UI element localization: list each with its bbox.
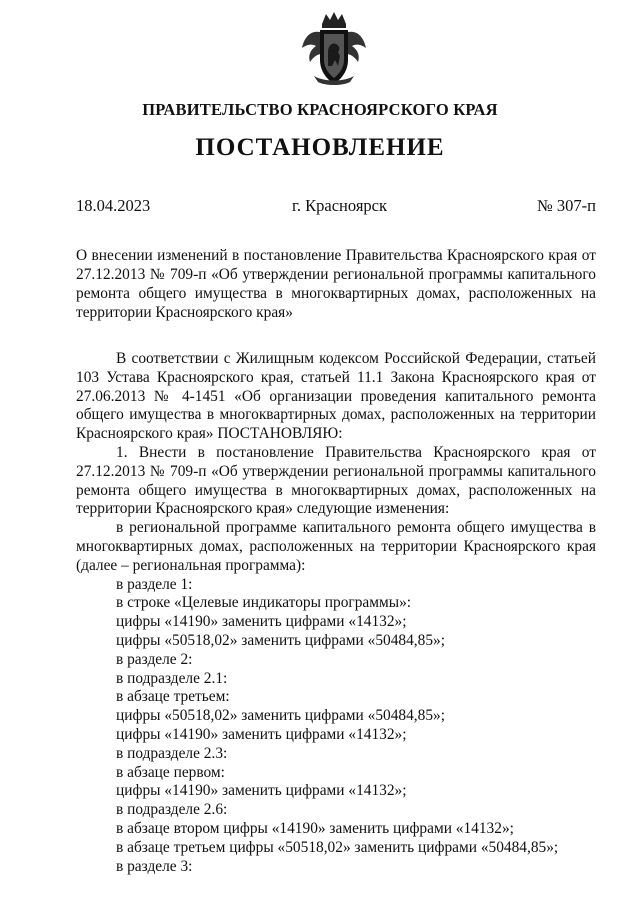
document-meta	[76, 196, 596, 218]
body-line: в подразделе 2.1:	[116, 669, 228, 687]
item-1-sub-paragraph: в региональной программе капитального ремонта общего имущества в многоквартирных домах, расположенных на территории Красноярского края (далее – региональная программа):	[76, 519, 596, 574]
body-line: в разделе 2:	[116, 650, 193, 668]
body-line: цифры «14190» заменить цифрами «14132»;	[116, 725, 407, 743]
body-line: в абзаце третьем цифры «50518,02» заменить цифрами «50484,85»;	[116, 838, 559, 856]
body-line: в абзаце первом:	[116, 763, 225, 781]
document-type: ПОСТАНОВЛЕНИЕ	[195, 134, 445, 161]
document-city: г. Красноярск	[292, 196, 388, 215]
item-1-paragraph: 1. Внести в постановление Правительства Красноярского края от 27.12.2013 № 709-п «Об утверждении региональной программы капитального ремонта общего имущества в многоквартирных домах, расположенных на территории Красноярского края» следующие изменения:	[76, 443, 596, 518]
preamble-paragraph: В соответствии с Жилищным кодексом Российской Федерации, статьей 103 Устава Красноярского края, статьей 11.1 Закона Красноярского края от 27.06.2013 № 4-1451 «Об организации проведения капитального ремонта общего имущества в многоквартирных домах, расположенных на территории Красноярского края» ПОСТАНОВЛЯЮ:	[76, 350, 596, 443]
body-line: в строке «Целевые индикаторы программы»:	[116, 594, 412, 612]
document-number: № 307-п	[537, 196, 596, 215]
subject-text: О внесении изменений в постановление Правительства Красноярского края от 27.12.2013 № 709-п «Об утверждении региональной программы капитального ремонта общего имущества в многоквартирных домах, расположенных на территории Красноярского края»	[76, 247, 596, 321]
body-line: в подразделе 2.3:	[116, 744, 228, 762]
body-line: в разделе 3:	[116, 857, 193, 875]
body-line: цифры «50518,02» заменить цифрами «50484,85»;	[116, 707, 446, 725]
body-line: в абзаце третьем:	[116, 688, 230, 706]
government-name: ПРАВИТЕЛЬСТВО КРАСНОЯРСКОГО КРАЯ	[142, 100, 498, 119]
document-date: 18.04.2023	[76, 196, 151, 215]
body-line: в разделе 1:	[116, 575, 193, 593]
document-subject	[76, 246, 596, 322]
body-line: в абзаце втором цифры «14190» заменить цифрами «14132»;	[116, 819, 514, 837]
body-line: цифры «14190» заменить цифрами «14132»;	[116, 782, 407, 800]
body-line: цифры «14190» заменить цифрами «14132»;	[116, 613, 407, 631]
coat-of-arms-icon	[300, 10, 368, 88]
body-line: в подразделе 2.6:	[116, 801, 228, 819]
body-line: цифры «50518,02» заменить цифрами «50484,85»;	[116, 631, 446, 649]
document-body	[76, 350, 596, 876]
